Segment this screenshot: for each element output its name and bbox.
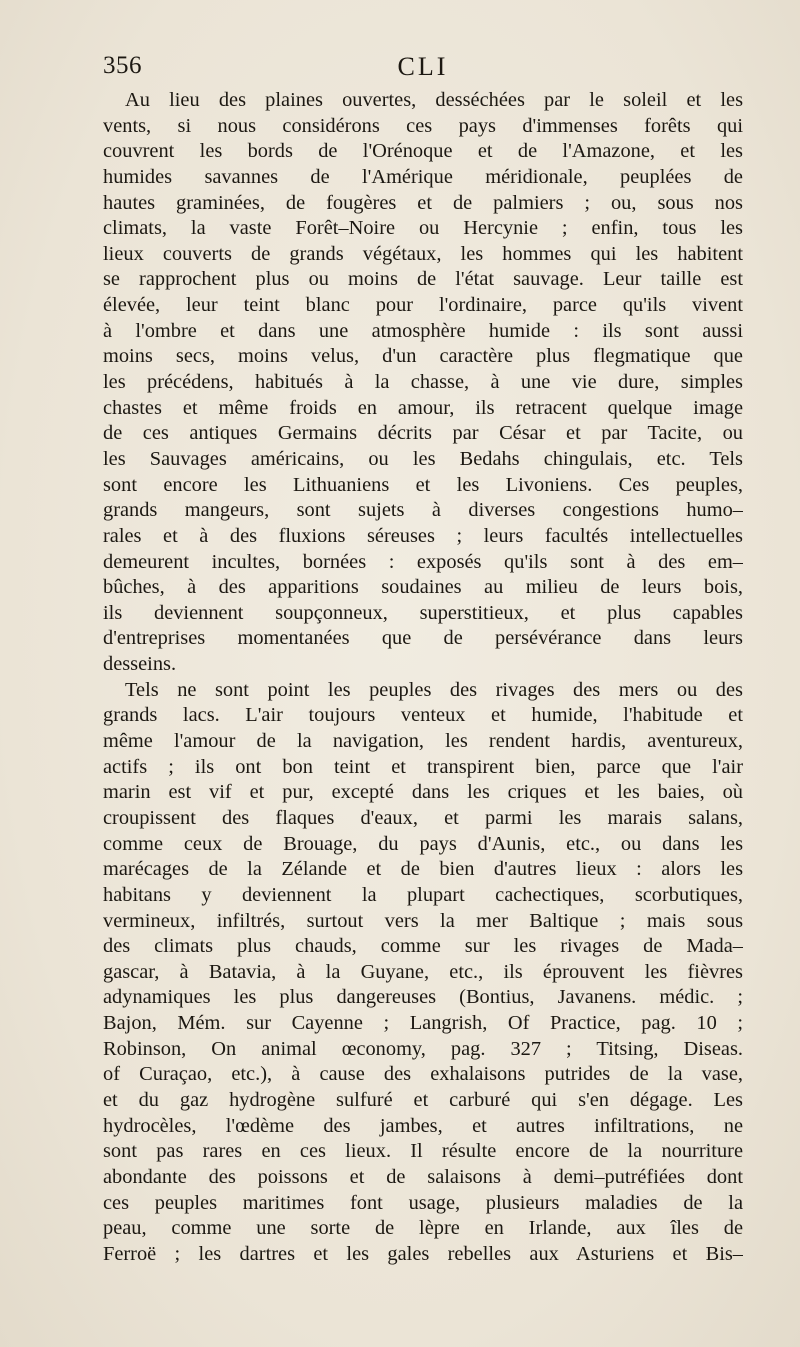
- text-line: bûches, à des apparitions soudaines au milieu de leurs bois,: [103, 576, 743, 599]
- text-line: les Sauvages américains, ou les Bedahs chingulais, etc. Tels: [103, 447, 743, 470]
- text-line: sont encore les Lithuaniens et les Livoniens. Ces peuples,: [103, 473, 743, 496]
- text-line: grands lacs. L'air toujours venteux et humide, l'habitude et: [103, 704, 743, 727]
- text-line: lieux couverts de grands végétaux, les hommes qui les habitent: [103, 242, 743, 265]
- text-line: Ferroë ; les dartres et les gales rebelles aux Asturiens et Bis–: [103, 1242, 743, 1265]
- text-line: couvrent les bords de l'Orénoque et de l'Amazone, et les: [103, 140, 743, 163]
- text-line: élevée, leur teint blanc pour l'ordinaire, parce qu'ils vivent: [103, 294, 743, 317]
- text-line: of Curaçao, etc.), à cause des exhalaisons putrides de la vase,: [103, 1063, 743, 1086]
- text-line: ils deviennent soupçonneux, superstitieux, et plus capables: [103, 601, 743, 624]
- text-line: hydrocèles, l'œdème des jambes, et autres infiltrations, ne: [103, 1114, 743, 1137]
- text-line: marécages de la Zélande et de bien d'autres lieux : alors les: [103, 858, 743, 881]
- page-header: [103, 52, 743, 88]
- text-line: à l'ombre et dans une atmosphère humide : ils sont aussi: [103, 319, 743, 342]
- text-line: vermineux, infiltrés, surtout vers la mer Baltique ; mais sous: [103, 909, 743, 932]
- text-line: d'entreprises momentanées que de persévérance dans leurs: [103, 627, 743, 650]
- text-line: Au lieu des plaines ouvertes, desséchées par le soleil et les: [125, 89, 743, 111]
- text-line: habitans y deviennent la plupart cachectiques, scorbutiques,: [103, 883, 743, 906]
- text-line: hautes graminées, de fougères et de palmiers ; ou, sous nos: [103, 191, 743, 214]
- paragraph-1: [103, 88, 743, 678]
- text-line: même l'amour de la navigation, les rendent hardis, aventureux,: [103, 730, 743, 753]
- text-line: climats, la vaste Forêt–Noire ou Hercynie ; enfin, tous les: [103, 217, 743, 240]
- page-number: 356: [103, 52, 142, 79]
- text-line: vents, si nous considérons ces pays d'immenses forêts qui: [103, 114, 743, 137]
- text-line: gascar, à Batavia, à la Guyane, etc., ils éprouvent les fièvres: [103, 960, 743, 983]
- text-line: demeurent incultes, bornées : exposés qu'ils sont à des em–: [103, 550, 743, 573]
- text-line: actifs ; ils ont bon teint et transpirent bien, parce que l'air: [103, 755, 743, 778]
- text-line: peau, comme une sorte de lèpre en Irlande, aux îles de: [103, 1217, 743, 1240]
- text-line: croupissent des flaques d'eaux, et parmi les marais salans,: [103, 806, 743, 829]
- text-line: les précédens, habitués à la chasse, à une vie dure, simples: [103, 371, 743, 394]
- text-line: Tels ne sont point les peuples des rivages des mers ou des: [125, 678, 743, 701]
- text-line: desseins.: [103, 653, 177, 676]
- text-line: adynamiques les plus dangereuses (Bontius, Javanens. médic. ;: [103, 986, 743, 1009]
- body-text: [103, 88, 743, 1267]
- running-head: CLI: [397, 52, 449, 81]
- text-line: se rapprochent plus ou moins de l'état sauvage. Leur taille est: [103, 268, 743, 291]
- text-line: de ces antiques Germains décrits par César et par Tacite, ou: [103, 422, 743, 445]
- text-line: des climats plus chauds, comme sur les rivages de Mada–: [103, 935, 743, 958]
- text-line: sont pas rares en ces lieux. Il résulte encore de la nourriture: [103, 1140, 743, 1163]
- text-line: ces peuples maritimes font usage, plusieurs maladies de la: [103, 1191, 743, 1214]
- text-line: comme ceux de Brouage, du pays d'Aunis, etc., ou dans les: [103, 832, 743, 855]
- text-line: abondante des poissons et de salaisons à demi–putréfiées dont: [103, 1165, 743, 1188]
- text-line: grands mangeurs, sont sujets à diverses congestions humo–: [103, 499, 743, 522]
- text-line: rales et à des fluxions séreuses ; leurs facultés intellectuelles: [103, 524, 743, 547]
- text-line: Robinson, On animal œconomy, pag. 327 ; Titsing, Diseas.: [103, 1037, 743, 1060]
- text-line: marin est vif et pur, excepté dans les criques et les baies, où: [103, 781, 743, 804]
- text-line: Bajon, Mém. sur Cayenne ; Langrish, Of Practice, pag. 10 ;: [103, 1012, 743, 1035]
- text-line: et du gaz hydrogène sulfuré et carburé qui s'en dégage. Les: [103, 1088, 743, 1111]
- text-line: moins secs, moins velus, d'un caractère plus flegmatique que: [103, 345, 743, 368]
- text-line: humides savannes de l'Amérique méridionale, peuplées de: [103, 165, 743, 188]
- text-line: chastes et même froids en amour, ils retracent quelque image: [103, 396, 743, 419]
- paragraph-2: [103, 678, 743, 1268]
